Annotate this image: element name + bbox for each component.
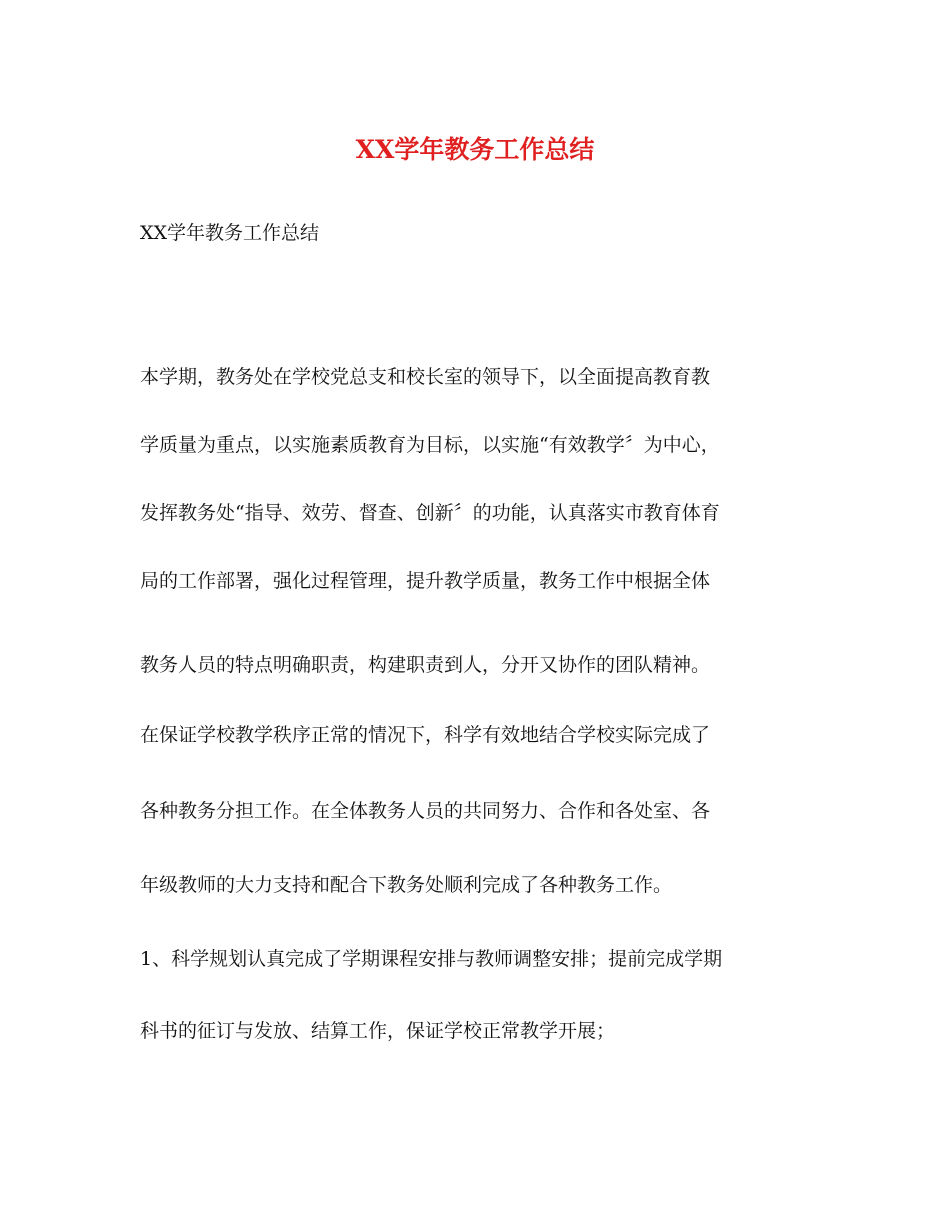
body-line: 教务人员的特点明确职责，构建职责到人，分开又协作的团队精神。 [140,654,711,676]
body-line: 局的工作部署，强化过程管理，提升教学质量，教务工作中根据全体 [140,570,711,592]
body-line: 各种教务分担工作。在全体教务人员的共同努力、合作和各处室、各 [140,800,711,822]
body-line: 在保证学校教学秩序正常的情况下，科学有效地结合学校实际完成了 [140,724,711,746]
body-line: 科书的征订与发放、结算工作，保证学校正常教学开展； [140,1020,616,1042]
body-line: 1、科学规划认真完成了学期课程安排与教师调整安排；提前完成学期 [140,948,723,970]
document-subtitle: XX学年教务工作总结 [140,222,320,244]
body-line: 本学期，教务处在学校党总支和校长室的领导下，以全面提高教育教 [140,366,711,388]
page-title: XX学年教务工作总结 [355,135,595,164]
body-line: 学质量为重点，以实施素质教育为目标，以实施“有效教学〞为中心， [140,434,720,456]
body-line: 发挥教务处“指导、效劳、督查、创新〞的功能，认真落实市教育体育 [140,502,720,524]
body-line: 年级教师的大力支持和配合下教务处顺利完成了各种教务工作。 [140,874,673,896]
